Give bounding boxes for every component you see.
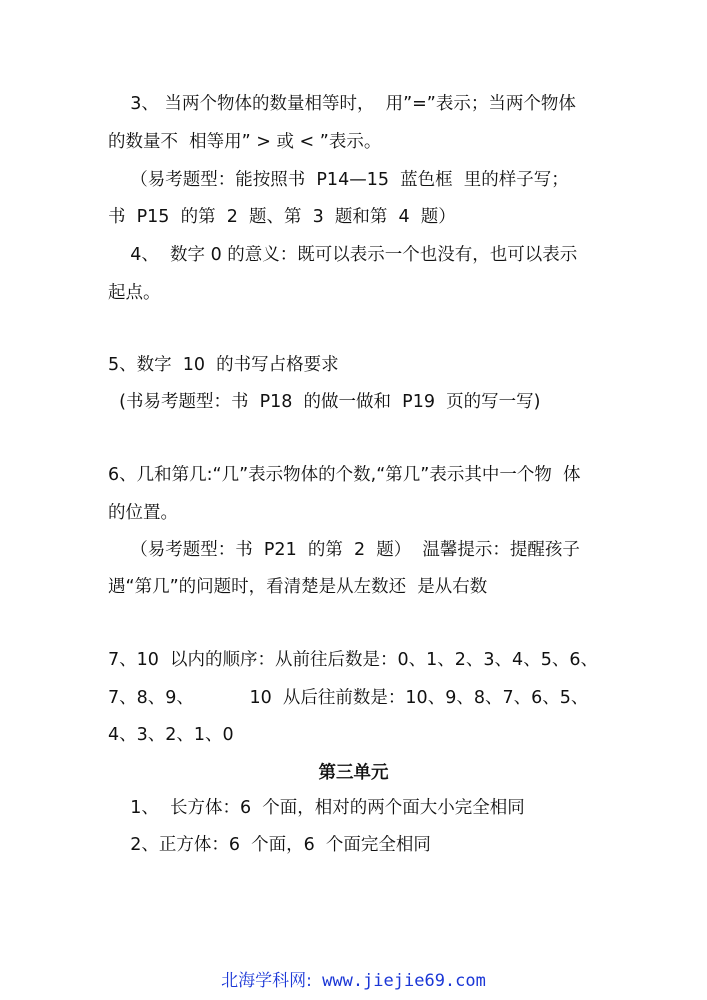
text-line: 书 P15 的第 2 题、第 3 题和第 4 题）: [108, 207, 456, 227]
section-title: 第三单元: [318, 763, 389, 783]
text-line: 的数量不 相等用” > 或 < ”表示。: [108, 132, 382, 152]
text-line: (书易考题型：书 P18 的做一做和 P19 页的写一写): [108, 392, 541, 412]
text-line: 1、 长方体：6 个面，相对的两个面大小完全相同: [108, 798, 525, 818]
text-line: 5、数字 10 的书写占格要求: [108, 355, 339, 375]
text-line: （易考题型：书 P21 的第 2 题） 温馨提示：提醒孩子: [108, 540, 580, 560]
footer: [0, 966, 707, 991]
text-line: 3、 当两个物体的数量相等时， 用”=”表示；当两个物体: [108, 94, 576, 114]
text-line: 4、3、2、1、0: [108, 725, 234, 745]
text-line: 6、几和第几:“几”表示物体的个数,“第几”表示其中一个物 体: [108, 465, 581, 485]
text-line: （易考题型：能按照书 P14—15 蓝色框 里的样子写；: [108, 170, 569, 190]
text-line: 遇“第几”的问题时，看清楚是从左数还 是从右数: [108, 577, 488, 597]
text-line: 7、10 以内的顺序：从前往后数是：0、1、2、3、4、5、6、: [108, 650, 598, 670]
footer-site-name: 北海学科网:: [221, 971, 312, 991]
text-line: 7、8、9、 10 从后往前数是：10、9、8、7、6、5、: [108, 688, 589, 708]
text-line: 的位置。: [108, 503, 178, 523]
text-line: 2、正方体：6 个面，6 个面完全相同: [108, 835, 431, 855]
text-line: 起点。: [108, 283, 161, 303]
footer-url[interactable]: www.jiejie69.com: [322, 971, 486, 991]
text-line: 4、 数字 0 的意义：既可以表示一个也没有，也可以表示: [108, 245, 578, 265]
